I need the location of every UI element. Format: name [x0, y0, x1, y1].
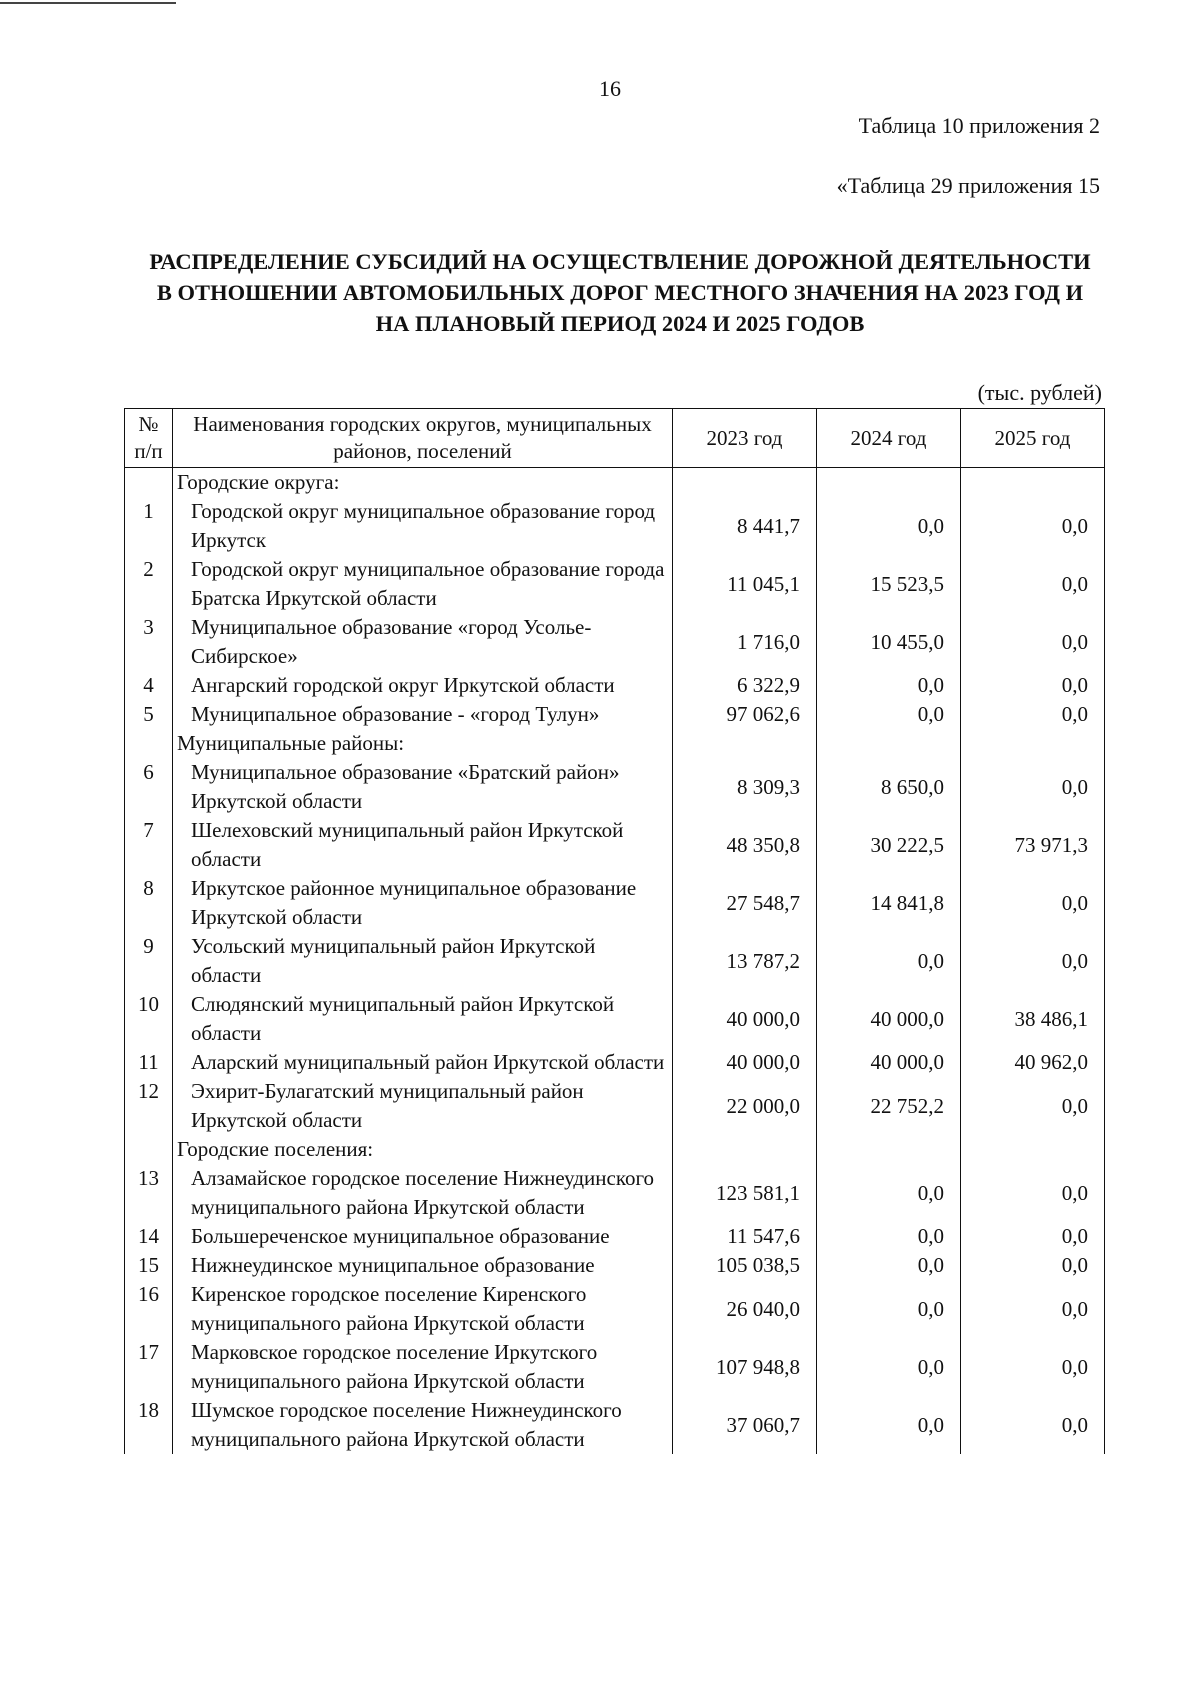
value-2023: 11 547,6	[673, 1222, 817, 1251]
group-empty-cell	[961, 729, 1105, 758]
value-2023: 105 038,5	[673, 1251, 817, 1280]
municipality-name: Эхирит-Булагатский муниципальный район Иркутской области	[173, 1077, 673, 1135]
row-number: 10	[125, 990, 173, 1048]
value-2025: 0,0	[961, 1222, 1105, 1251]
appendix-reference: Таблица 10 приложения 2	[858, 113, 1100, 138]
value-2023: 123 581,1	[673, 1164, 817, 1222]
municipality-name: Шумское городское поселение Нижнеудинского муниципального района Иркутской области	[173, 1396, 673, 1454]
row-number: 4	[125, 671, 173, 700]
table-row	[125, 990, 1105, 1048]
row-number: 12	[125, 1077, 173, 1135]
value-2024: 8 650,0	[817, 758, 961, 816]
table-row	[125, 816, 1105, 874]
table-row	[125, 874, 1105, 932]
row-number: 3	[125, 613, 173, 671]
municipality-name: Аларский муниципальный район Иркутской области	[173, 1048, 673, 1077]
value-2024: 0,0	[817, 1338, 961, 1396]
value-2025: 0,0	[961, 1077, 1105, 1135]
value-2023: 8 441,7	[673, 497, 817, 555]
value-2025: 0,0	[961, 700, 1105, 729]
municipality-name: Усольский муниципальный район Иркутской области	[173, 932, 673, 990]
value-2023: 6 322,9	[673, 671, 817, 700]
value-2024: 30 222,5	[817, 816, 961, 874]
row-number: 15	[125, 1251, 173, 1280]
value-2023: 48 350,8	[673, 816, 817, 874]
header-2025: 2025 год	[961, 409, 1105, 468]
municipality-name: Киренское городское поселение Киренского муниципального района Иркутской области	[173, 1280, 673, 1338]
group-empty-cell	[673, 1135, 817, 1164]
group-number-cell	[125, 729, 173, 758]
value-2025: 0,0	[961, 932, 1105, 990]
value-2025: 0,0	[961, 758, 1105, 816]
table-body	[125, 468, 1105, 1455]
table-row	[125, 1222, 1105, 1251]
table-row	[125, 555, 1105, 613]
value-2023: 27 548,7	[673, 874, 817, 932]
value-2025: 0,0	[961, 1338, 1105, 1396]
value-2023: 1 716,0	[673, 613, 817, 671]
group-header-row	[125, 1135, 1105, 1164]
municipality-name: Алзамайское городское поселение Нижнеудинского муниципального района Иркутской области	[173, 1164, 673, 1222]
header-number: № п/п	[125, 409, 173, 468]
municipality-name: Ангарский городской округ Иркутской области	[173, 671, 673, 700]
table-row	[125, 758, 1105, 816]
municipality-name: Городской округ муниципальное образование города Братска Иркутской области	[173, 555, 673, 613]
row-number: 2	[125, 555, 173, 613]
municipality-name: Слюдянский муниципальный район Иркутской области	[173, 990, 673, 1048]
value-2024: 0,0	[817, 1222, 961, 1251]
value-2025: 0,0	[961, 1251, 1105, 1280]
value-2024: 0,0	[817, 1164, 961, 1222]
header-name: Наименования городских округов, муниципальных районов, поселений	[173, 409, 673, 468]
value-2023: 13 787,2	[673, 932, 817, 990]
table-row	[125, 497, 1105, 555]
row-number: 13	[125, 1164, 173, 1222]
group-empty-cell	[817, 468, 961, 498]
row-number: 6	[125, 758, 173, 816]
header-2024: 2024 год	[817, 409, 961, 468]
group-label: Городские поселения:	[173, 1135, 673, 1164]
municipality-name: Муниципальное образование - «город Тулун»	[173, 700, 673, 729]
row-number: 5	[125, 700, 173, 729]
value-2023: 37 060,7	[673, 1396, 817, 1454]
value-2024: 40 000,0	[817, 1048, 961, 1077]
row-number: 1	[125, 497, 173, 555]
group-empty-cell	[961, 468, 1105, 498]
value-2023: 22 000,0	[673, 1077, 817, 1135]
value-2023: 11 045,1	[673, 555, 817, 613]
header-2023: 2023 год	[673, 409, 817, 468]
table-header-row	[125, 409, 1105, 468]
page-number: 16	[599, 76, 621, 101]
table-row	[125, 1048, 1105, 1077]
group-empty-cell	[673, 468, 817, 498]
table-row	[125, 1280, 1105, 1338]
municipality-name: Муниципальное образование «город Усолье-Сибирское»	[173, 613, 673, 671]
row-number: 18	[125, 1396, 173, 1454]
municipality-name: Муниципальное образование «Братский район» Иркутской области	[173, 758, 673, 816]
value-2023: 8 309,3	[673, 758, 817, 816]
value-2024: 0,0	[817, 1280, 961, 1338]
table-row	[125, 1164, 1105, 1222]
group-label: Муниципальные районы:	[173, 729, 673, 758]
row-number: 17	[125, 1338, 173, 1396]
value-2025: 0,0	[961, 555, 1105, 613]
value-2023: 40 000,0	[673, 990, 817, 1048]
municipality-name: Шелеховский муниципальный район Иркутской области	[173, 816, 673, 874]
municipality-name: Большереченское муниципальное образование	[173, 1222, 673, 1251]
group-empty-cell	[817, 729, 961, 758]
value-2024: 40 000,0	[817, 990, 961, 1048]
value-2025: 40 962,0	[961, 1048, 1105, 1077]
value-2023: 97 062,6	[673, 700, 817, 729]
value-2025: 38 486,1	[961, 990, 1105, 1048]
appendix-reference-quoted: «Таблица 29 приложения 15	[836, 173, 1100, 198]
municipality-name: Нижнеудинское муниципальное образование	[173, 1251, 673, 1280]
group-number-cell	[125, 468, 173, 498]
row-number: 7	[125, 816, 173, 874]
value-2024: 14 841,8	[817, 874, 961, 932]
municipality-name: Городской округ муниципальное образование город Иркутск	[173, 497, 673, 555]
value-2024: 15 523,5	[817, 555, 961, 613]
row-number: 16	[125, 1280, 173, 1338]
group-header-row	[125, 729, 1105, 758]
row-number: 9	[125, 932, 173, 990]
value-2025: 0,0	[961, 613, 1105, 671]
value-2025: 0,0	[961, 497, 1105, 555]
value-2024: 0,0	[817, 1251, 961, 1280]
value-2024: 0,0	[817, 671, 961, 700]
group-empty-cell	[817, 1135, 961, 1164]
row-number: 8	[125, 874, 173, 932]
subsidy-table	[124, 408, 1105, 1454]
group-number-cell	[125, 1135, 173, 1164]
units-label: (тыс. рублей)	[977, 380, 1102, 405]
table-row	[125, 613, 1105, 671]
scan-edge-mark	[0, 2, 176, 4]
value-2025: 0,0	[961, 874, 1105, 932]
table-row	[125, 700, 1105, 729]
value-2024: 0,0	[817, 497, 961, 555]
table-row	[125, 1338, 1105, 1396]
value-2023: 40 000,0	[673, 1048, 817, 1077]
value-2025: 73 971,3	[961, 816, 1105, 874]
value-2024: 0,0	[817, 700, 961, 729]
value-2025: 0,0	[961, 1280, 1105, 1338]
document-title: РАСПРЕДЕЛЕНИЕ СУБСИДИЙ НА ОСУЩЕСТВЛЕНИЕ ДОРОЖНОЙ ДЕЯТЕЛЬНОСТИ В ОТНОШЕНИИ АВТОМОБИЛЬНЫХ ДОРОГ МЕСТНОГО ЗНАЧЕНИЯ НА 2023 ГОД И НА ПЛАНОВЫЙ ПЕРИОД 2024 И 2025 ГОДОВ	[149, 249, 1091, 336]
row-number: 14	[125, 1222, 173, 1251]
table-row	[125, 1396, 1105, 1454]
municipality-name: Марковское городское поселение Иркутского муниципального района Иркутской области	[173, 1338, 673, 1396]
group-header-row	[125, 468, 1105, 498]
row-number: 11	[125, 1048, 173, 1077]
table-row	[125, 671, 1105, 700]
value-2025: 0,0	[961, 1396, 1105, 1454]
value-2023: 107 948,8	[673, 1338, 817, 1396]
table-row	[125, 932, 1105, 990]
municipality-name: Иркутское районное муниципальное образование Иркутской области	[173, 874, 673, 932]
value-2024: 22 752,2	[817, 1077, 961, 1135]
group-empty-cell	[961, 1135, 1105, 1164]
value-2023: 26 040,0	[673, 1280, 817, 1338]
value-2024: 10 455,0	[817, 613, 961, 671]
value-2024: 0,0	[817, 1396, 961, 1454]
table-row	[125, 1251, 1105, 1280]
group-label: Городские округа:	[173, 468, 673, 498]
group-empty-cell	[673, 729, 817, 758]
value-2025: 0,0	[961, 1164, 1105, 1222]
value-2025: 0,0	[961, 671, 1105, 700]
table-row	[125, 1077, 1105, 1135]
value-2024: 0,0	[817, 932, 961, 990]
